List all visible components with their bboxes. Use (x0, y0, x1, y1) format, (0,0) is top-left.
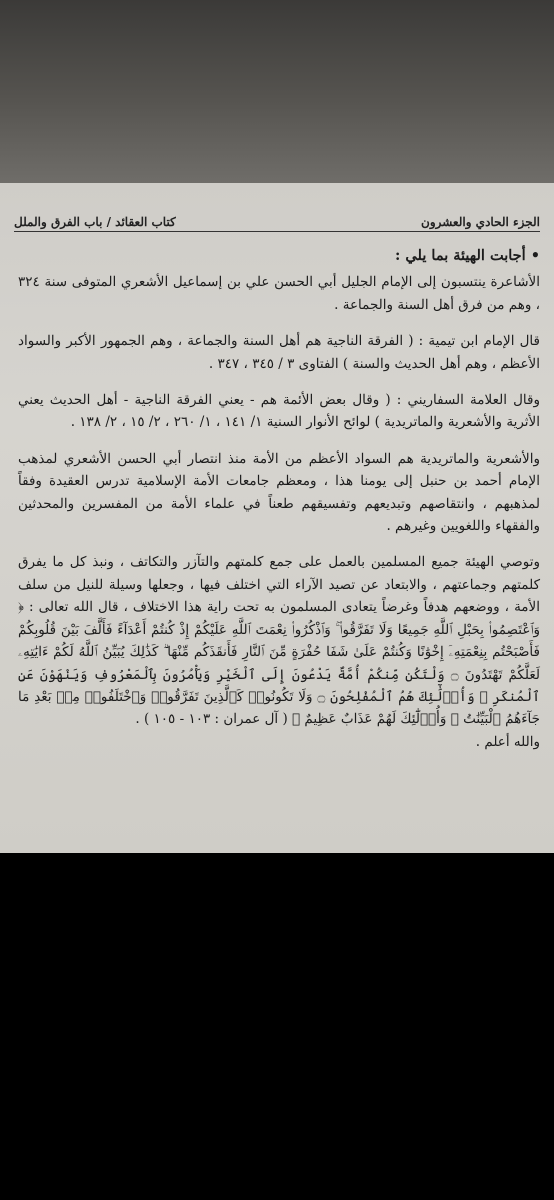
paragraph-5: وتوصي الهيئة جميع المسلمين بالعمل على جمع كلمتهم والتآزر والتكاتف ، ونبذ كل ما يفرق كلمتهم وجماعتهم ، والابتعاد عن تصيد الآراء التي اختلف فيها ، وجعلها وسيلة للنيل من سلف الأمة ، ووضعهم هدفاً وغرضاً يتعادى المسلمون به تحت راية هذا الاختلاف ، قال الله تعالى : ﴿ وَٱعْتَصِمُوا۟ بِحَبْلِ ٱللَّهِ جَمِيعًا وَلَا تَفَرَّقُوا۟ ۚ وَٱذْكُرُوا۟ نِعْمَتَ ٱللَّهِ عَلَيْكُمْ إِذْ كُنتُمْ أَعْدَآءً فَأَلَّفَ بَيْنَ قُلُوبِكُمْ فَأَصْبَحْتُم بِنِعْمَتِهِۦٓ إِخْوَٰنًا وَكُنتُمْ عَلَىٰ شَفَا حُفْرَةٍ مِّنَ ٱلنَّارِ فَأَنقَذَكُم مِّنْهَا ۗ كَذَٰلِكَ يُبَيِّنُ ٱللَّهُ لَكُمْ ءَايَٰتِهِۦ لَعَلَّكُمْ تَهْتَدُونَ ۝ وَلْتَكُن مِّنكُمْ أُمَّةٌ يَدْعُونَ إِلَى ٱلْخَيْرِ وَيَأْمُرُونَ بِٱلْمَعْرُوفِ وَيَنْهَوْنَ عَنِ ٱلْمُنكَرِ ۚ وَأُو۟لَٰٓئِكَ هُمُ ٱلْمُفْلِحُونَ ۝ وَلَا تَكُونُوا۟ كَٱلَّذِينَ تَفَرَّقُوا۟ وَٱخْتَلَفُوا۟ مِنۢ بَعْدِ مَا جَآءَهُمُ ٱلْبَيِّنَٰتُ ۚ وَأُو۟لَٰٓئِكَ لَهُمْ عَذَابٌ عَظِيمٌ ﴾ ( آل عمران : ١٠٣ - ١٠٥ ) . (18, 554, 541, 728)
paragraph-3: وقال العلامة السفاريني : ( وقال بعض الأئمة هم - يعني الفرقة الناجية - أهل الحديث يعني الأثرية والأشعرية والماتريدية ) لوائح الأنوار السنية ١/ ١٤١ ، ١/ ٢٦٠ ، ٢/ ١٥ ، ٢/ ١٣٨ . (18, 392, 540, 431)
answer-heading: • أجابت الهيئة بما يلي : (395, 247, 540, 264)
header-divider (14, 231, 540, 232)
page-content (18, 245, 540, 753)
paragraph-2: قال الإمام ابن تيمية : ( الفرقة الناجية هم أهل السنة والجماعة ، وهم الجمهور الأكبر والسواد الأعظم ، وهم أهل الحديث والسنة ) الفتاوى ٣ / ٣٤٥ ، ٣٤٧ . (18, 333, 540, 372)
paragraph-1: الأشاعرة ينتسبون إلى الإمام الجليل أبي الحسن علي بن إسماعيل الأشعري المتوفى سنة ٣٢٤ ، وهم من فرق أهل السنة والجماعة . (18, 274, 540, 313)
header-right-title: الجزء الحادي والعشرون (421, 215, 540, 229)
book-page (0, 183, 554, 853)
running-header (14, 205, 540, 229)
paragraph-4: والأشعرية والماتريدية هم السواد الأعظم من الأمة منذ انتصار أبي الحسن الأشعري لمذهب الإمام أحمد بن حنبل إلى يومنا هذا ، ومعظم جامعات الأمة الإسلامية تدرس العقيدة وفقاً لمذهبهم ، وانتقاصهم وتبديعهم وتفسيقهم طعناً في علماء الأمة من المفسرين والمحدثين والفقهاء واللغويين وغيرهم . (18, 450, 540, 535)
page-top-shadow (0, 0, 554, 183)
header-left-title: كتاب العقائد / باب الفرق والملل (14, 215, 176, 229)
closing-line: والله أعلم . (475, 733, 540, 750)
